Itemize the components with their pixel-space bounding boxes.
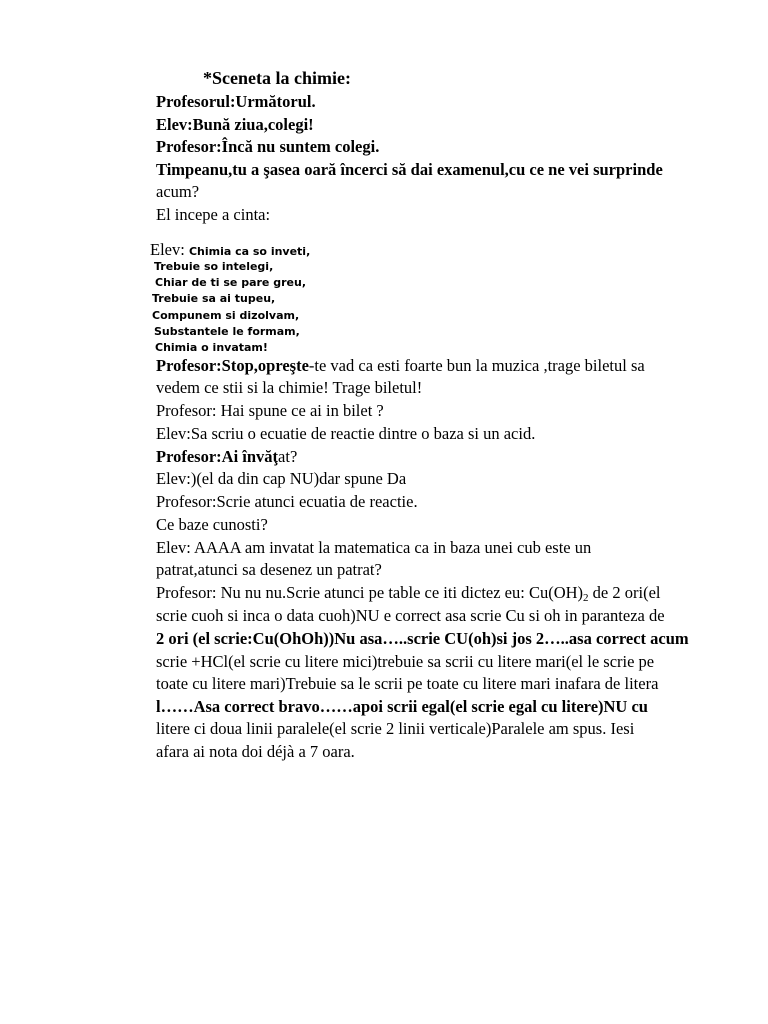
speaker: Profesor	[156, 447, 217, 466]
line-scrie-ecuatia: Profesor:Scrie atunci ecuatia de reactie.	[156, 492, 418, 511]
line-profesor-stop	[156, 355, 645, 377]
song-verse-7: Chimia o invatam!	[155, 341, 268, 354]
speech-bold: :Ai învăţ	[216, 447, 279, 466]
line-paralele: litere ci doua linii paralele(el scrie 2 linii verticale)Paralele am spus. Iesi	[156, 719, 635, 738]
line-ai-invatat	[156, 446, 297, 468]
song-verse-6: Substantele le formam,	[154, 325, 300, 338]
speech-bold: :Stop,opreşte	[216, 356, 309, 375]
line-timpeanu: Timpeanu,tu a şasea oară încerci să dai examenul,cu ce ne vei surprinde	[156, 160, 663, 179]
line-litere-mari: toate cu litere mari)Trebuie sa le scrii pe toate cu litere mari inafara de litera	[156, 674, 659, 693]
scene-title: *Sceneta la chimie:	[203, 68, 351, 88]
line-da-din-cap: Elev:)(el da din cap NU)dar spune Da	[156, 469, 407, 488]
line-cu-oh	[156, 582, 660, 604]
formula-rest: de 2 ori(el	[588, 583, 661, 602]
speech: -te vad ca esti foarte bun la muzica ,trage biletul sa	[308, 356, 645, 375]
speaker: Profesorul	[156, 92, 230, 111]
line-acum: acum?	[156, 182, 200, 201]
line-profesor-colleagues	[156, 136, 379, 158]
line-nota-doi: afara ai nota doi déjà a 7 oara.	[156, 742, 355, 761]
line-ce-baze: Ce baze cunosti?	[156, 515, 268, 534]
song-verse-1: Chimia ca so inveti,	[188, 245, 311, 258]
song-verse-4: Trebuie sa ai tupeu,	[152, 292, 276, 305]
line-ohoh: 2 ori (el scrie:Cu(OhOh))Nu asa…..scrie CU(oh)si jos 2…..asa correct acum	[156, 629, 689, 648]
subscript: 2	[583, 592, 589, 604]
speech: :Bună ziua,colegi!	[187, 115, 314, 134]
line-ecuatie: Elev:Sa scriu o ecuatie de reactie dintre o baza si un acid.	[156, 424, 536, 443]
speaker: Profesor	[156, 137, 217, 156]
line-elev-greeting	[156, 114, 314, 136]
song-speaker: Elev:	[150, 240, 189, 259]
song-verse-3: Chiar de ti se pare greu,	[155, 276, 306, 289]
speech: at?	[278, 447, 298, 466]
line-hcl: scrie +HCl(el scrie cu litere mici)trebuie sa scrii cu litere mari(el le scrie pe	[156, 652, 655, 671]
song-verse-2: Trebuie so intelegi,	[154, 260, 274, 273]
speech: :Încă nu suntem colegi.	[216, 137, 380, 156]
speaker: Profesor	[156, 356, 217, 375]
song-verse-5: Compunem si dizolvam,	[152, 309, 300, 322]
line-egal: l……Asa correct bravo……apoi scrii egal(el scrie egal cu litere)NU cu	[156, 697, 648, 716]
line-starts-singing: El incepe a cinta:	[156, 205, 271, 224]
line-aaaa: Elev: AAAA am invatat la matematica ca in baza unei cub este un	[156, 538, 592, 557]
line-cuoh: scrie cuoh si inca o data cuoh)NU e correct asa scrie Cu si oh in paranteza de	[156, 606, 665, 625]
formula-text: Profesor: Nu nu nu.Scrie atunci pe table ce iti dictez eu: Cu(OH)	[156, 583, 584, 602]
speaker: Elev	[156, 115, 188, 134]
line-patrat: patrat,atunci sa desenez un patrat?	[156, 560, 382, 579]
line-hai-spune: Profesor: Hai spune ce ai in bilet ?	[156, 401, 384, 420]
line-trage-biletul: vedem ce stii si la chimie! Trage biletul!	[156, 378, 423, 397]
speech: :Următorul.	[229, 92, 316, 111]
line-profesor-next	[156, 91, 316, 113]
